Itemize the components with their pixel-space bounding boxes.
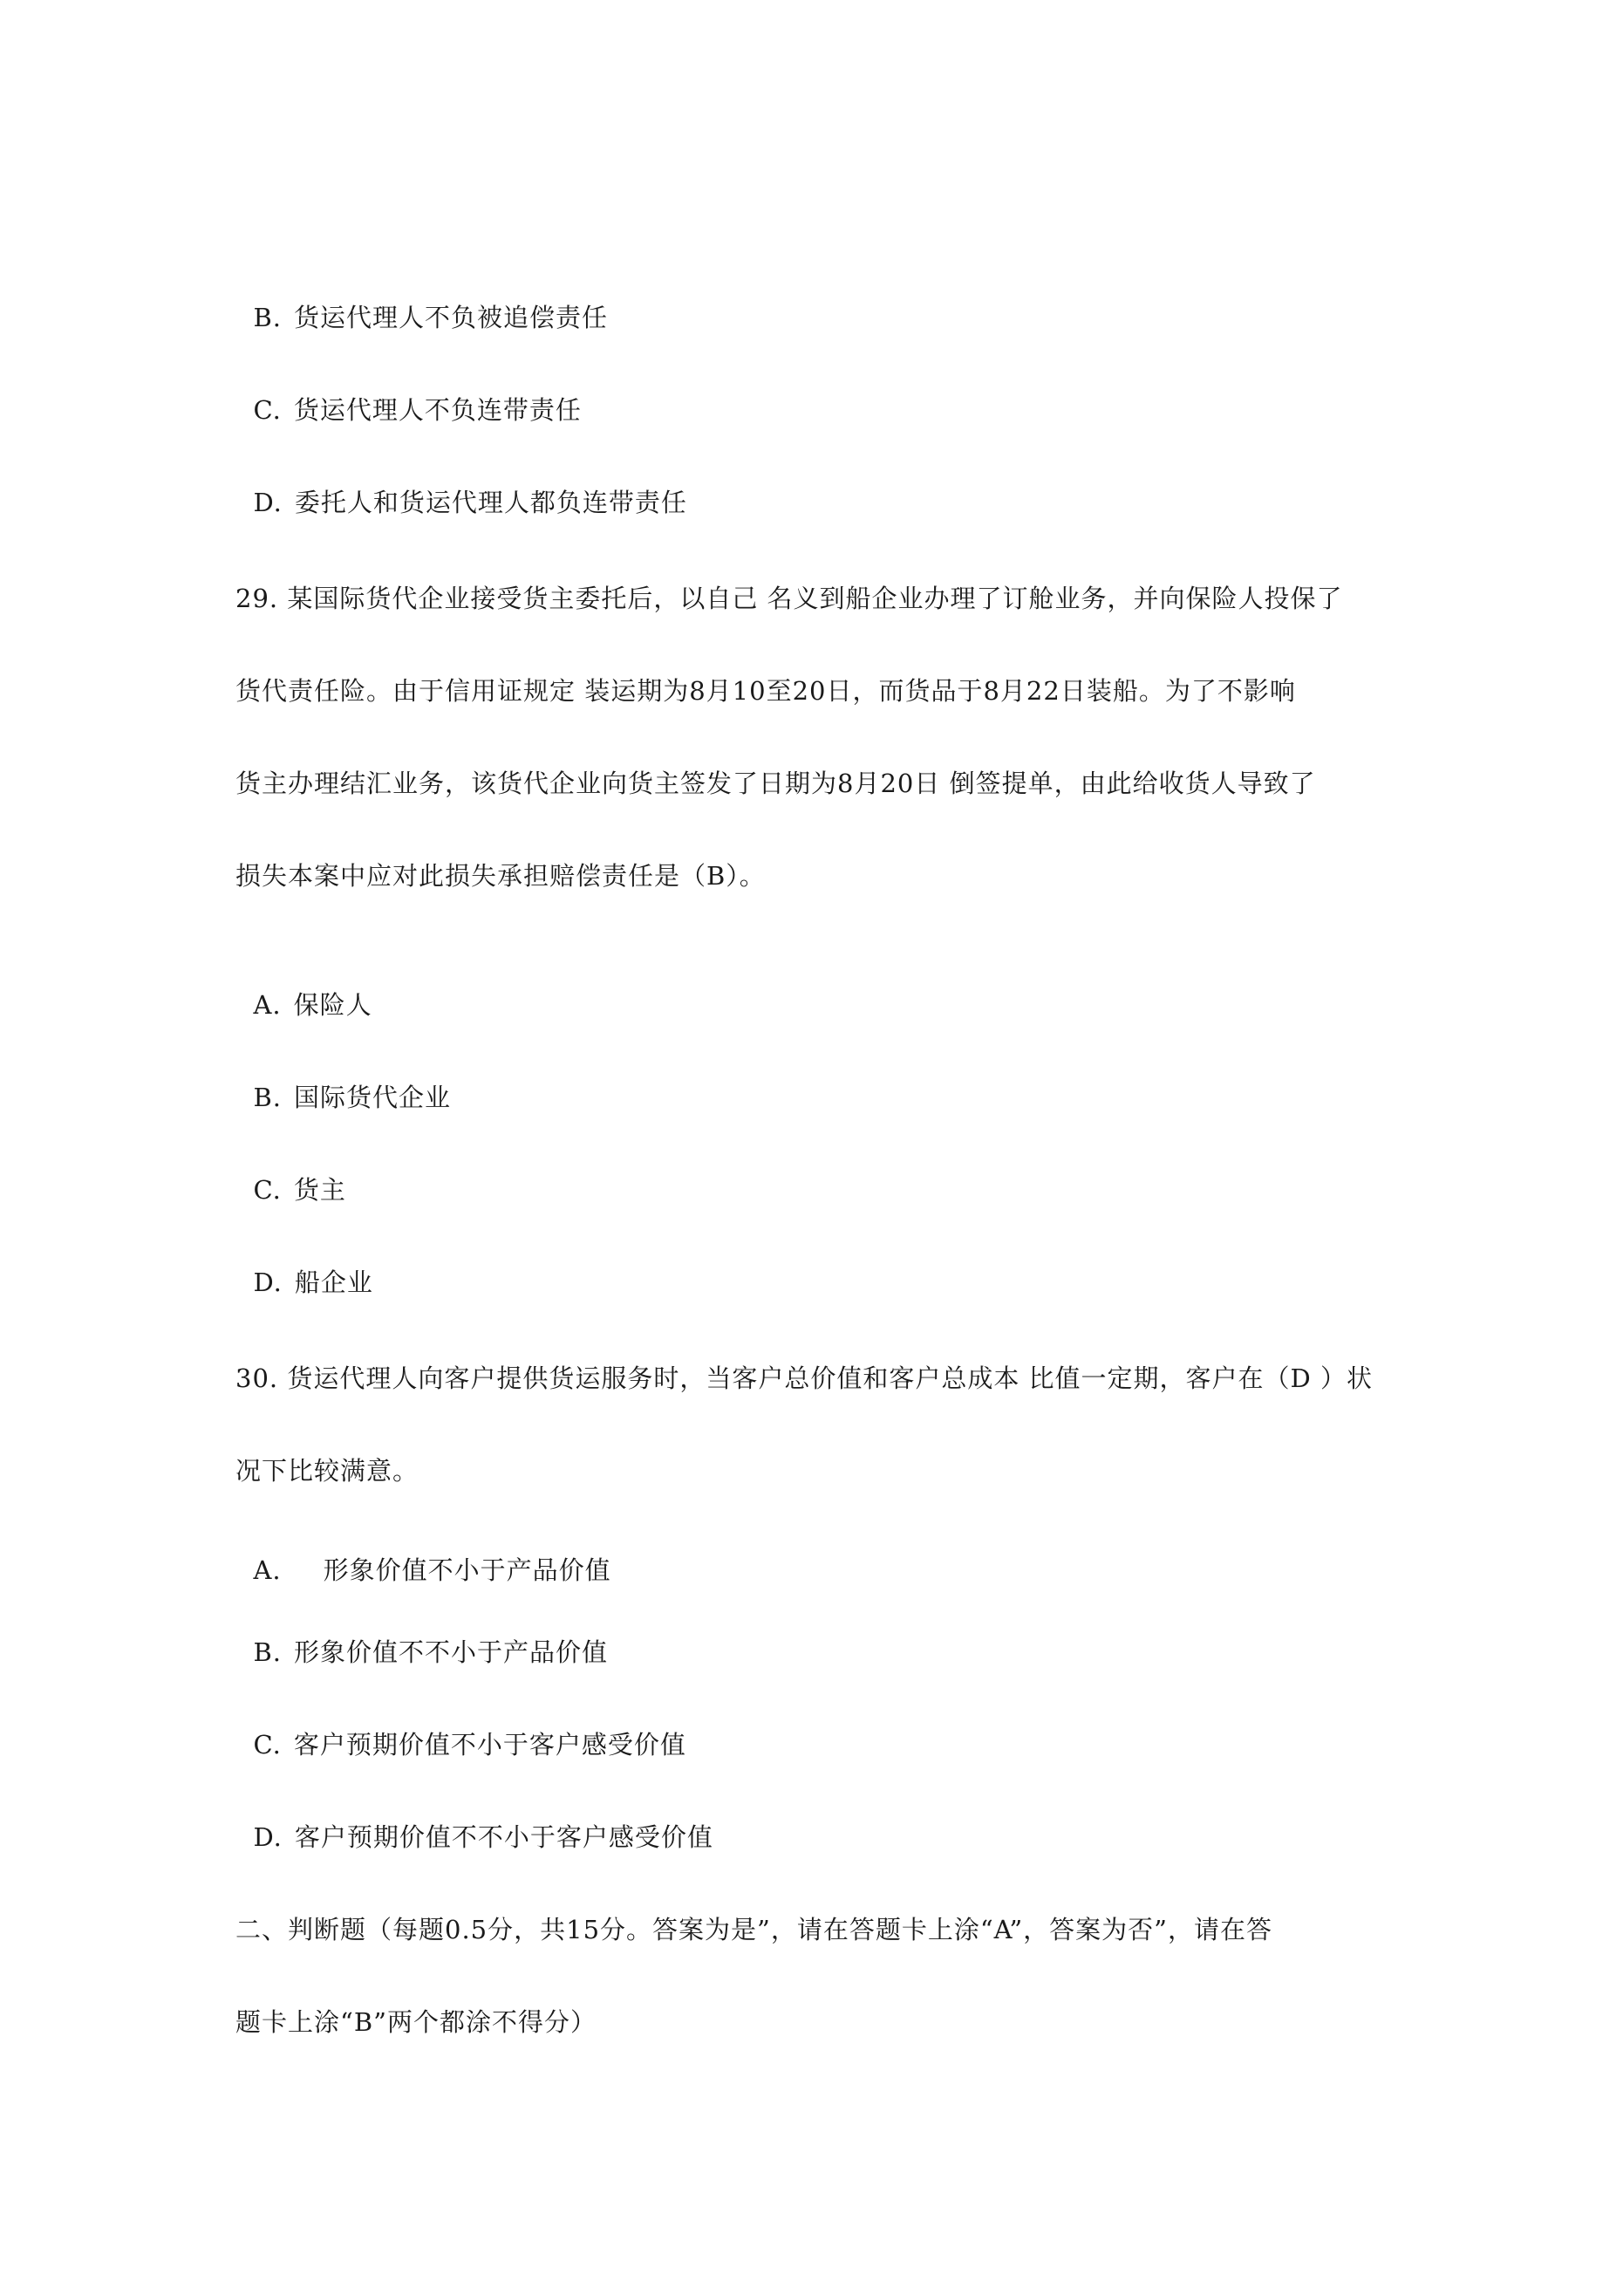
q30-option-a <box>235 1518 611 1588</box>
option-letter: C. <box>253 1730 282 1760</box>
option-text: 客户预期价值不小于客户感受价值 <box>293 1730 686 1760</box>
q29-option-c <box>235 1138 346 1207</box>
option-letter: C. <box>253 395 282 425</box>
section2-heading-line-1: 二、判断题（每题0.5分，共15分。答案为是”，请在答题卡上涂“A”，答案为否”，请在答 <box>235 1915 1273 1944</box>
q29-option-d <box>235 1230 373 1300</box>
option-text: 船企业 <box>294 1268 373 1297</box>
option-c <box>235 358 582 427</box>
option-letter: B. <box>253 1083 282 1112</box>
option-letter: D. <box>253 1822 283 1852</box>
q30-option-c <box>235 1692 686 1762</box>
section2-heading-line-2: 题卡上涂“B”两个都涂不得分） <box>235 2007 597 2037</box>
q30-option-d <box>235 1785 713 1855</box>
q29-option-b <box>235 1045 451 1115</box>
option-letter: A. <box>253 1555 282 1585</box>
q30-stem-line-1: 30. 货运代理人向客户提供货运服务时，当客户总价值和客户总成本 比值一定期，客户在（D ）状 <box>235 1363 1374 1393</box>
option-letter: A. <box>253 990 282 1020</box>
option-text: 保险人 <box>293 990 372 1020</box>
option-letter: C. <box>253 1175 282 1205</box>
option-letter: B. <box>253 1637 282 1667</box>
option-letter: D. <box>253 488 283 517</box>
q29-option-a <box>235 953 372 1022</box>
q30-option-b <box>235 1600 608 1670</box>
option-d <box>235 450 687 520</box>
option-letter: D. <box>253 1268 283 1297</box>
q29-stem-line-4: 损失本案中应对此损失承担赔偿责任是（B）。 <box>235 861 766 891</box>
option-text: 委托人和货运代理人都负连带责任 <box>294 488 687 517</box>
option-text: 货主 <box>293 1175 346 1205</box>
option-text: 客户预期价值不不小于客户感受价值 <box>294 1822 713 1852</box>
option-letter: B. <box>253 303 282 332</box>
q29-stem-line-1: 29. 某国际货代企业接受货主委托后，以自己 名义到船企业办理了订舱业务，并向保险人投保了 <box>235 584 1343 613</box>
option-text: 货运代理人不负被追偿责任 <box>293 303 608 332</box>
q29-stem-line-2: 货代责任险。由于信用证规定 装运期为8月10至20日，而货品于8月22日装船。为了不影响 <box>235 676 1296 706</box>
option-text: 形象价值不不小于产品价值 <box>293 1637 608 1667</box>
option-text: 货运代理人不负连带责任 <box>293 395 582 425</box>
option-b <box>235 265 608 335</box>
q29-stem-line-3: 货主办理结汇业务，该货代企业向货主签发了日期为8月20日 倒签提单，由此给收货人导致了 <box>235 769 1316 798</box>
option-text: 国际货代企业 <box>293 1083 451 1112</box>
q30-stem-line-2: 况下比较满意。 <box>235 1456 419 1486</box>
option-text: 形象价值不小于产品价值 <box>323 1555 611 1585</box>
